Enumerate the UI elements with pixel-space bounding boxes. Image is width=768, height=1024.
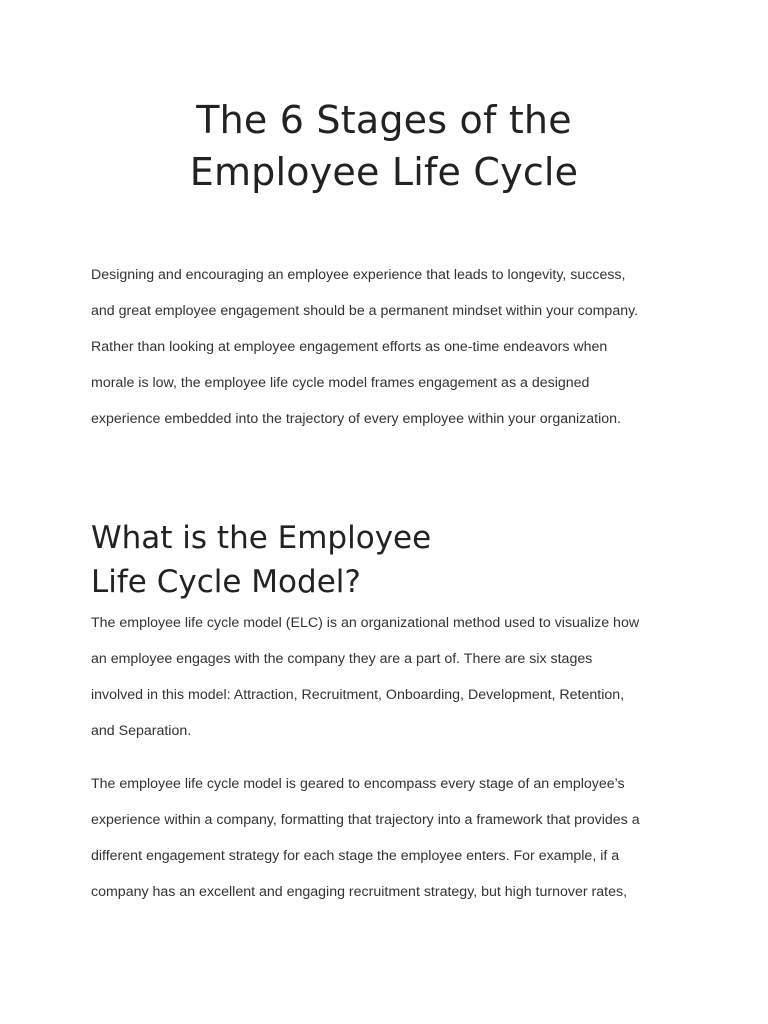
section-heading xyxy=(91,516,591,604)
text-line: and great employee engagement should be a permanent mindset within your company. xyxy=(91,303,639,319)
text-line: Rather than looking at employee engagement efforts as one-time endeavors when xyxy=(91,339,608,355)
text-line: The employee life cycle model is geared to encompass every stage of an employee’s xyxy=(91,776,625,792)
elc-purpose-paragraph xyxy=(91,766,691,910)
section-heading-line-2: Life Cycle Model? xyxy=(91,564,361,600)
text-line: an employee engages with the company they are a part of. There are six stages xyxy=(91,651,593,667)
intro-paragraph xyxy=(91,257,691,437)
text-line: The employee life cycle model (ELC) is an organizational method used to visualize how xyxy=(91,615,640,631)
text-line: morale is low, the employee life cycle model frames engagement as a designed xyxy=(91,375,590,391)
text-line: involved in this model: Attraction, Recruitment, Onboarding, Development, Retention, xyxy=(91,687,625,703)
page-title-line-2: Employee Life Cycle xyxy=(189,150,579,194)
page-title-line-1: The 6 Stages of the xyxy=(196,98,572,142)
text-line: and Separation. xyxy=(91,723,192,739)
text-line: Designing and encouraging an employee experience that leads to longevity, success, xyxy=(91,267,626,283)
text-line: different engagement strategy for each stage the employee enters. For example, if a xyxy=(91,848,620,864)
text-line: experience embedded into the trajectory of every employee within your organization. xyxy=(91,411,621,427)
text-line: experience within a company, formatting that trajectory into a framework that provides a xyxy=(91,812,640,828)
text-line: company has an excellent and engaging recruitment strategy, but high turnover rates, xyxy=(91,884,628,900)
page-title xyxy=(0,94,768,198)
elc-definition-paragraph xyxy=(91,605,691,749)
section-heading-line-1: What is the Employee xyxy=(91,520,432,556)
